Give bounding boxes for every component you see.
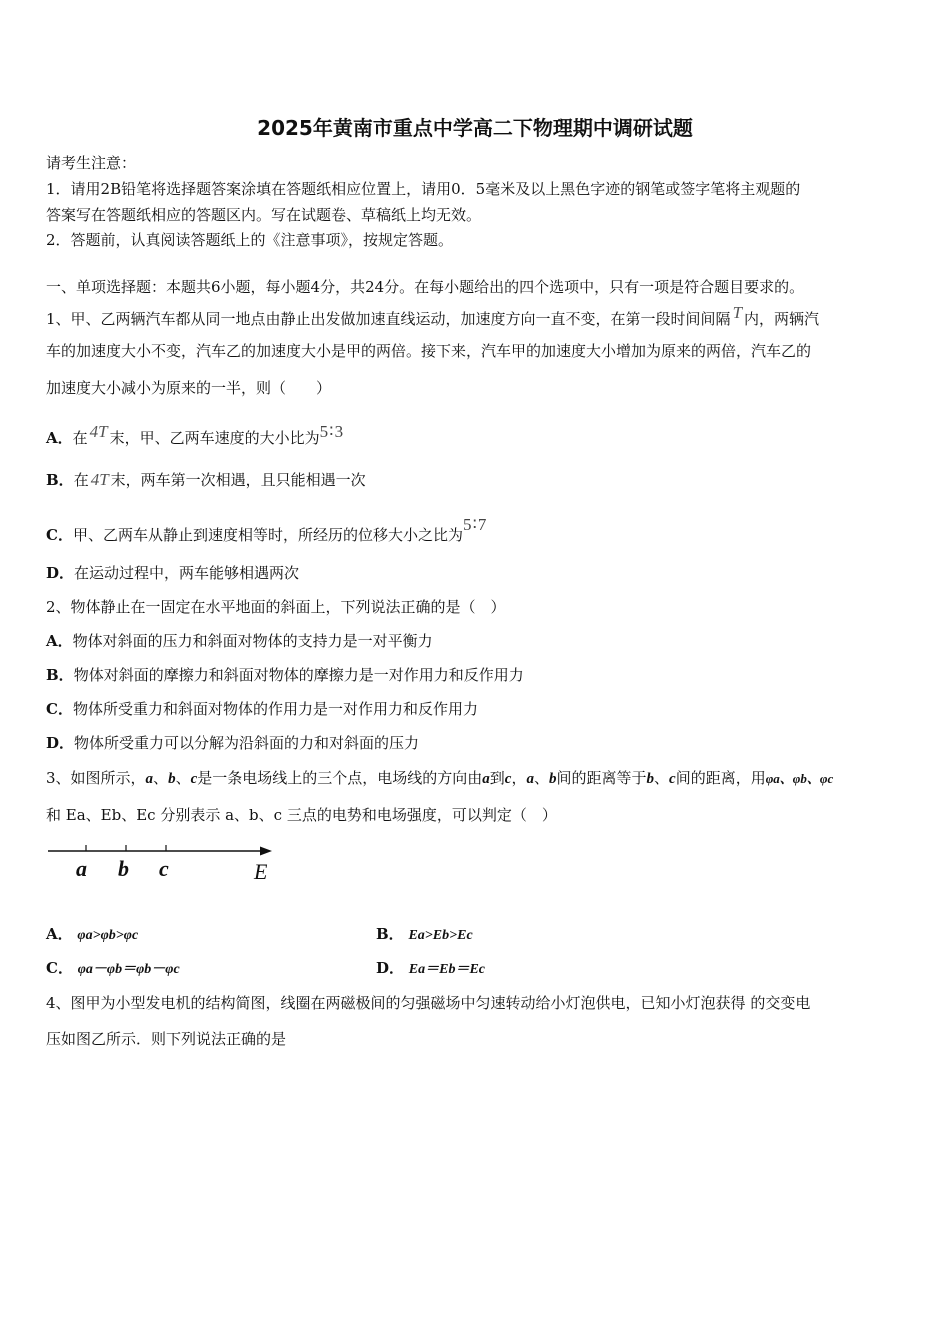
q1-option-a: A．在 4T 末，甲、乙两车速度的大小比为5∶3 <box>46 422 345 447</box>
q3-stem-line2: 和 Ea、Eb、Ec 分别表示 a、b、c 三点的电势和电场强度，可以判定（ ） <box>46 806 557 824</box>
notice-item-1: 1．请用2B铅笔将选择题答案涂填在答题纸相应位置上，请用0．5毫米及以上黑色字迹的钢笔或签字笔将主观题的 <box>46 180 801 198</box>
point-label-c: c <box>159 856 169 881</box>
notice-heading: 请考生注意： <box>46 154 137 172</box>
q2-stem: 2、物体静止在一固定在水平地面的斜面上，下列说法正确的是（ ） <box>46 598 506 616</box>
field-line-figure <box>46 838 281 888</box>
q3-option-d: D． Ea＝Eb＝Ec <box>376 959 486 977</box>
q4-stem-line2: 压如图乙所示．则下列说法正确的是 <box>46 1030 287 1048</box>
math-4T: 4T <box>90 470 109 489</box>
arrow-head-icon <box>260 847 272 856</box>
field-label-E: E <box>254 859 268 884</box>
q1-option-d: D．在运动过程中，两车能够相遇两次 <box>46 564 300 582</box>
q1-stem-line3: 加速度大小减小为原来的一半，则（ ） <box>46 379 332 397</box>
math-ratio: 5∶7 <box>462 515 488 534</box>
page-title: 2025年黄南市重点中学高二下物理期中调研试题 <box>257 116 693 140</box>
q1-option-b: B．在 4T 末，两车第一次相遇，且只能相遇一次 <box>46 470 366 489</box>
section-heading: 一、单项选择题：本题共6小题，每小题4分，共24分。在每小题给出的四个选项中，只有一项是符合题目要求的。 <box>46 278 805 296</box>
math-4T: 4T <box>89 422 108 441</box>
q2-option-d: D．物体所受重力可以分解为沿斜面的力和对斜面的压力 <box>46 734 420 752</box>
math-ratio: 5∶3 <box>319 422 345 441</box>
point-label-b: b <box>118 856 129 881</box>
point-label-a: a <box>76 856 87 881</box>
phi-symbols: φa、φb、φc <box>765 771 834 786</box>
q3-option-a: A． φa>φb>φc <box>46 925 139 943</box>
q3-stem-line1: 3、如图所示，a、b、c是一条电场线上的三个点，电场线的方向由a到c，a、b间的距离等于b、c间的距离，用φa、φb、φc <box>46 769 834 787</box>
math-T: T <box>732 303 743 322</box>
q2-option-b: B．物体对斜面的摩擦力和斜面对物体的摩擦力是一对作用力和反作用力 <box>46 666 524 684</box>
q1-stem-line1: 1、甲、乙两辆汽车都从同一地点由静止出发做加速直线运动，加速度方向一直不变，在第一段时间间隔 T 内，两辆汽 <box>46 303 820 328</box>
notice-item-1-cont: 答案写在答题纸相应的答题区内。写在试题卷、草稿纸上均无效。 <box>46 206 482 224</box>
q1-option-c: C．甲、乙两车从静止到速度相等时，所经历的位移大小之比为5∶7 <box>46 515 488 544</box>
q1-stem-line2: 车的加速度大小不变，汽车乙的加速度大小是甲的两倍。接下来，汽车甲的加速度大小增加为原来的两倍，汽车乙的 <box>46 342 812 360</box>
q2-option-a: A．物体对斜面的压力和斜面对物体的支持力是一对平衡力 <box>46 632 433 650</box>
notice-item-2: 2．答题前，认真阅读答题纸上的《注意事项》，按规定答题。 <box>46 231 454 249</box>
q2-option-c: C．物体所受重力和斜面对物体的作用力是一对作用力和反作用力 <box>46 700 478 718</box>
q4-stem-line1: 4、图甲为小型发电机的结构简图，线圈在两磁极间的匀强磁场中匀速转动给小灯泡供电，已知小灯泡获得 的交变电 <box>46 994 811 1012</box>
q3-option-b: B． Ea>Eb>Ec <box>376 925 473 943</box>
q3-option-c: C． φa－φb＝φb－φc <box>46 959 180 977</box>
